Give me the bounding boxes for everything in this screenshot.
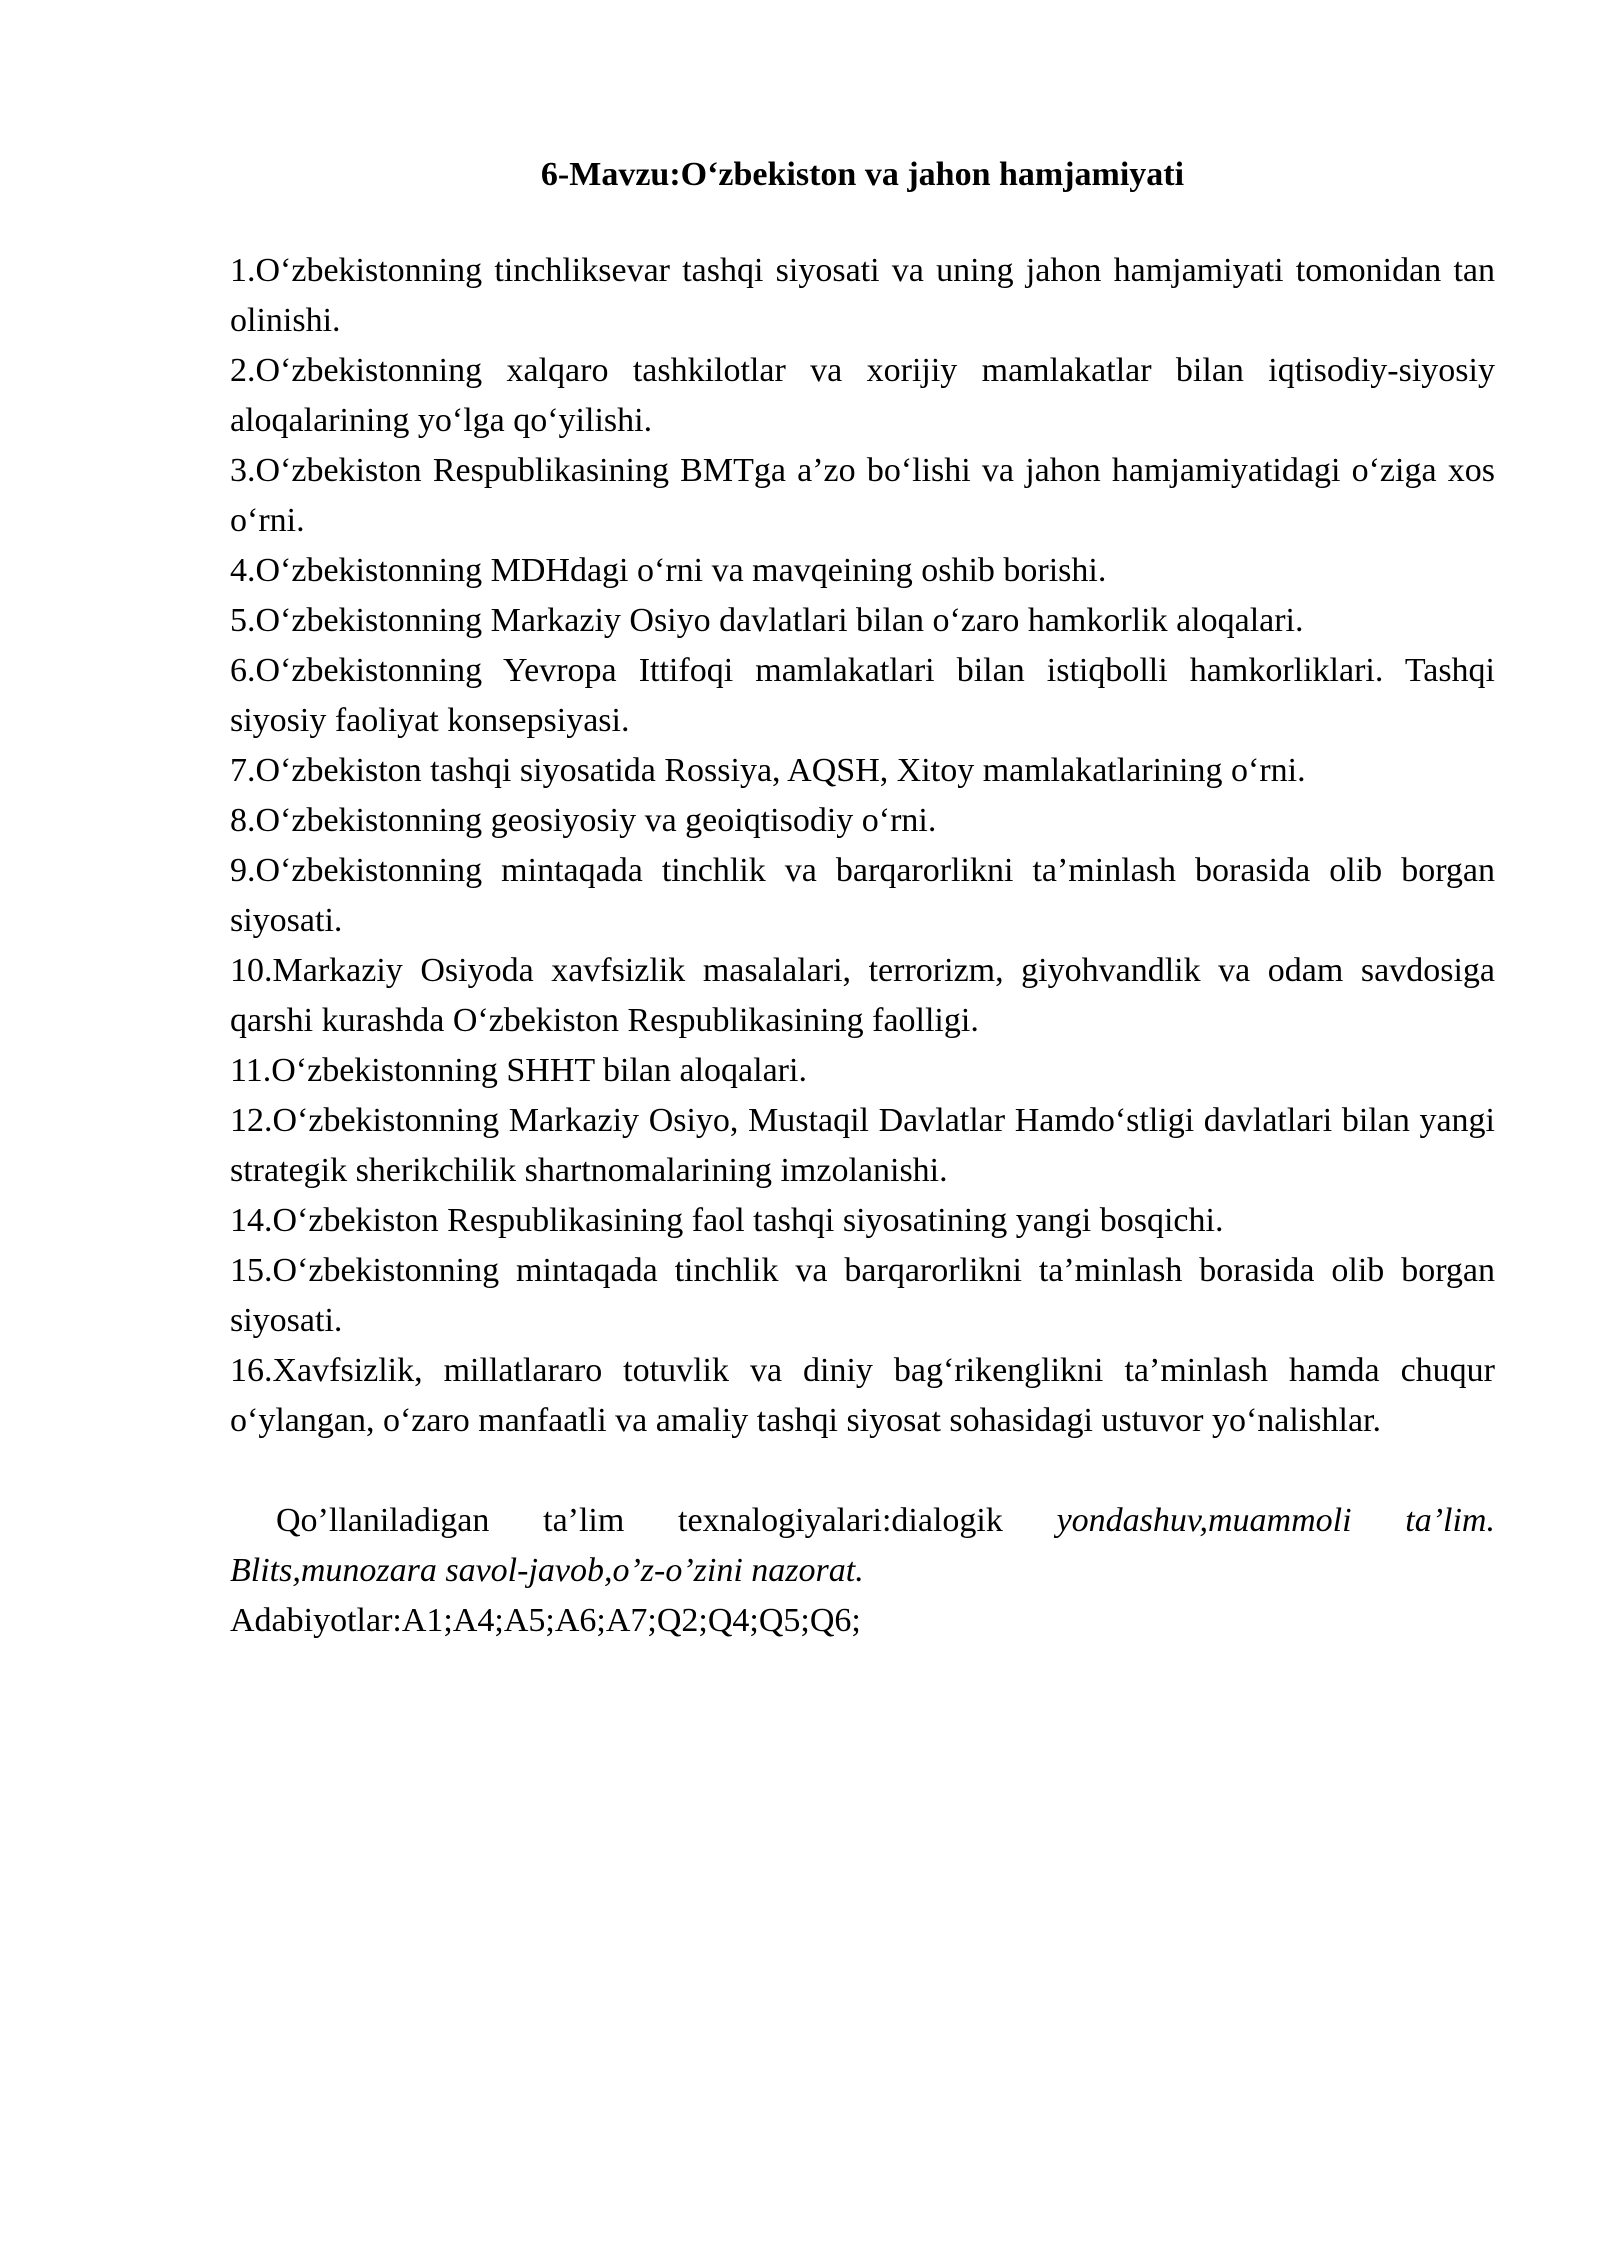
topic-item: 5.O‘zbekistonning Markaziy Osiyo davlatlari bilan o‘zaro hamkorlik aloqalari. <box>230 602 1304 639</box>
technologies-italic: yondashuv,muammoli ta’lim. Blits,munozara savol-javob,o’z-o’zini nazorat. <box>230 1502 1495 1589</box>
literature-line: Adabiyotlar:A1;A4;A5;A6;A7;Q2;Q4;Q5;Q6; <box>230 1602 861 1639</box>
topic-item: 3.O‘zbekiston Respublikasining BMTga a’zo bo‘lishi va jahon hamjamiyatidagi o‘ziga xos o‘rni. <box>230 452 1495 539</box>
blank-line <box>230 1446 1495 1496</box>
topic-item: 14.O‘zbekiston Respublikasining faol tashqi siyosatining yangi bosqichi. <box>230 1202 1224 1239</box>
topic-item: 8.O‘zbekistonning geosiyosiy va geoiqtisodiy o‘rni. <box>230 802 937 839</box>
topic-item: 12.O‘zbekistonning Markaziy Osiyo, Mustaqil Davlatlar Hamdo‘stligi davlatlari bilan yangi strategik sherikchilik shartnomalarining imzolanishi. <box>230 1102 1495 1189</box>
topic-item: 4.O‘zbekistonning MDHdagi o‘rni va mavqeining oshib borishi. <box>230 552 1107 589</box>
technologies-label: Qo’llaniladigan ta’lim texnalogiyalari:dialogik <box>276 1502 1057 1539</box>
topic-item: 10.Markaziy Osiyoda xavfsizlik masalalari, terrorizm, giyohvandlik va odam savdosiga qarshi kurashda O‘zbekiston Respublikasining faolligi. <box>230 952 1495 1039</box>
topic-item: 6.O‘zbekistonning Yevropa Ittifoqi mamlakatlari bilan istiqbolli hamkorliklari. Tashqi siyosiy faoliyat konsepsiyasi. <box>230 652 1495 739</box>
technologies-paragraph <box>230 1496 1495 1596</box>
topic-item: 15.O‘zbekistonning mintaqada tinchlik va barqarorlikni ta’minlash borasida olib borgan siyosati. <box>230 1252 1495 1339</box>
topic-item: 11.O‘zbekistonning SHHT bilan aloqalari. <box>230 1052 807 1089</box>
document-content <box>230 150 1495 1646</box>
topic-item: 7.O‘zbekiston tashqi siyosatida Rossiya, AQSH, Xitoy mamlakatlarining o‘rni. <box>230 752 1306 789</box>
document-title: 6-Mavzu:O‘zbekiston va jahon hamjamiyati <box>540 156 1185 193</box>
topic-item: 16.Xavfsizlik, millatlararo totuvlik va diniy bag‘rikenglikni ta’minlash hamda chuqur o‘ylangan, o‘zaro manfaatli va amaliy tashqi siyosat sohasidagi ustuvor yo‘nalishlar. <box>230 1352 1495 1439</box>
topic-item: 1.O‘zbekistonning tinchliksevar tashqi siyosati va uning jahon hamjamiyati tomonidan tan olinishi. <box>230 252 1495 339</box>
topic-list <box>230 246 1495 1446</box>
topic-item: 2.O‘zbekistonning xalqaro tashkilotlar va xorijiy mamlakatlar bilan iqtisodiy-siyosiy aloqalarining yo‘lga qo‘yilishi. <box>230 352 1495 439</box>
topic-item: 9.O‘zbekistonning mintaqada tinchlik va barqarorlikni ta’minlash borasida olib borgan siyosati. <box>230 852 1495 939</box>
